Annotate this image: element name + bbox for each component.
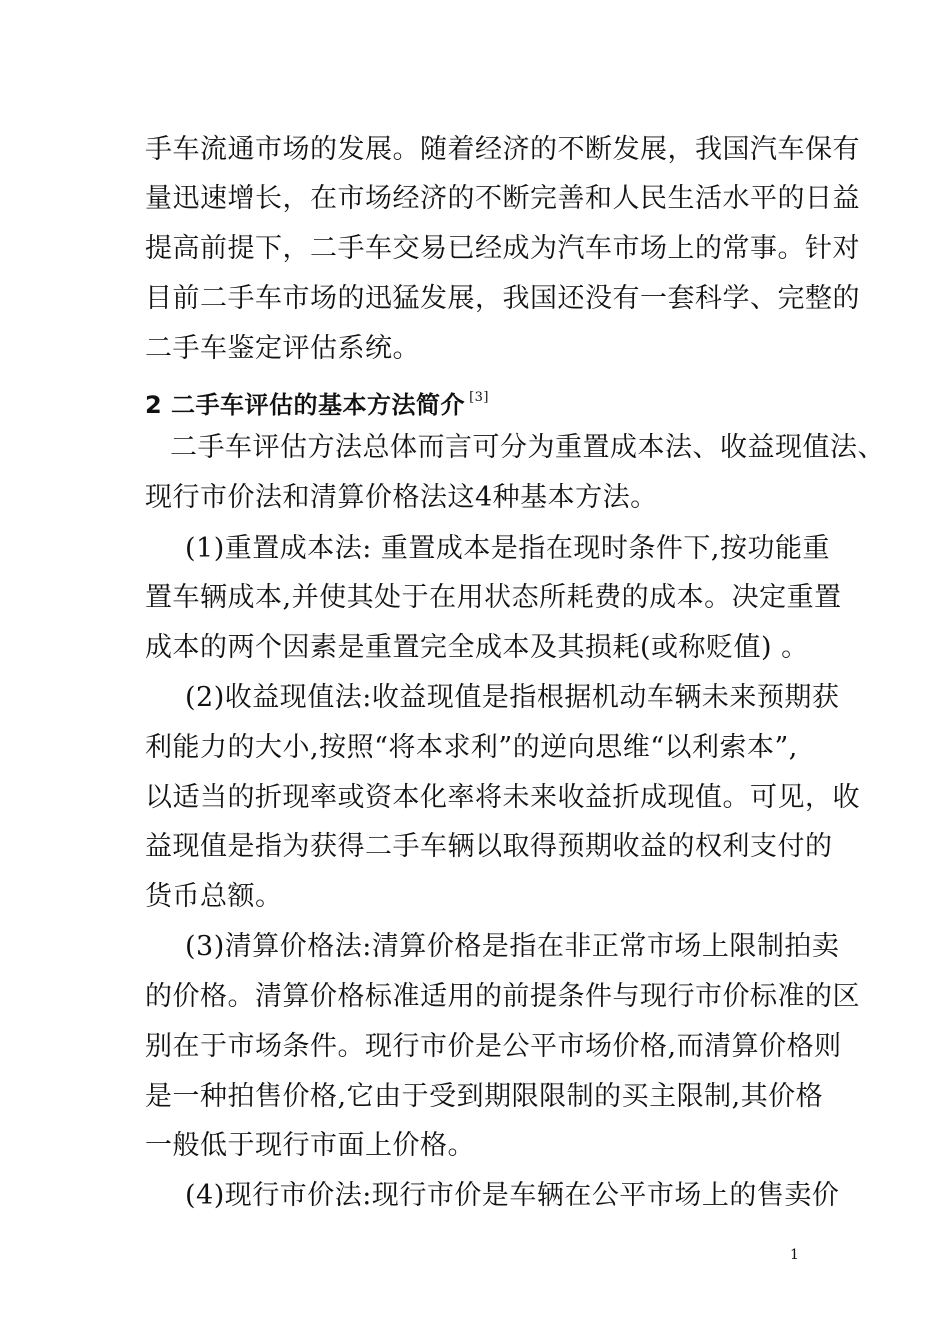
method-3-line: 一般低于现行市面上价格。 bbox=[145, 1130, 475, 1161]
paragraph-line: 手车流通市场的发展。随着经济的不断发展，我国汽车保有 bbox=[145, 134, 860, 165]
section-heading-text: 2 二手车评估的基本方法简介 bbox=[145, 391, 466, 419]
paragraph-line: 二手车鉴定评估系统。 bbox=[145, 333, 420, 364]
paragraph-line: 量迅速增长，在市场经济的不断完善和人民生活水平的日益 bbox=[145, 183, 860, 214]
paragraph-line: 二手车评估方法总体而言可分为重置成本法、收益现值法、 bbox=[170, 432, 885, 463]
method-1-line: (1)重置成本法: 重置成本是指在现时条件下,按功能重 bbox=[185, 533, 831, 564]
section-heading bbox=[145, 381, 950, 422]
method-3-line: (3)清算价格法:清算价格是指在非正常市场上限制拍卖 bbox=[185, 931, 840, 962]
method-2-line: 利能力的大小,按照“将本求利”的逆向思维“以利索本”, bbox=[145, 732, 798, 763]
method-4-line: (4)现行市价法:现行市价是车辆在公平市场上的售卖价 bbox=[185, 1180, 840, 1211]
method-1-line: 成本的两个因素是重置完全成本及其损耗(或称贬值) 。 bbox=[145, 632, 809, 663]
paragraph-line: 目前二手车市场的迅猛发展，我国还没有一套科学、完整的 bbox=[145, 283, 860, 314]
method-2-line: 货币总额。 bbox=[145, 881, 283, 912]
citation-marker: [3] bbox=[469, 390, 489, 405]
method-3-line: 是一种拍售价格,它由于受到期限限制的买主限制,其价格 bbox=[145, 1081, 824, 1112]
paragraph-line: 提高前提下，二手车交易已经成为汽车市场上的常事。针对 bbox=[145, 233, 860, 264]
method-3-line: 别在于市场条件。现行市价是公平市场价格,而清算价格则 bbox=[145, 1031, 842, 1062]
method-2-line: (2)收益现值法:收益现值是指根据机动车辆未来预期获 bbox=[185, 682, 840, 713]
method-1-line: 置车辆成本,并使其处于在用状态所耗费的成本。决定重置 bbox=[145, 582, 842, 613]
method-2-line: 益现值是指为获得二手车辆以取得预期收益的权利支付的 bbox=[145, 831, 833, 862]
paragraph-line: 现行市价法和清算价格法这4种基本方法。 bbox=[145, 482, 658, 513]
method-3-line: 的价格。清算价格标准适用的前提条件与现行市价标准的区 bbox=[145, 981, 860, 1012]
method-2-line: 以适当的折现率或资本化率将未来收益折成现值。可见，收 bbox=[145, 782, 860, 813]
page-number: 1 bbox=[790, 1247, 799, 1263]
